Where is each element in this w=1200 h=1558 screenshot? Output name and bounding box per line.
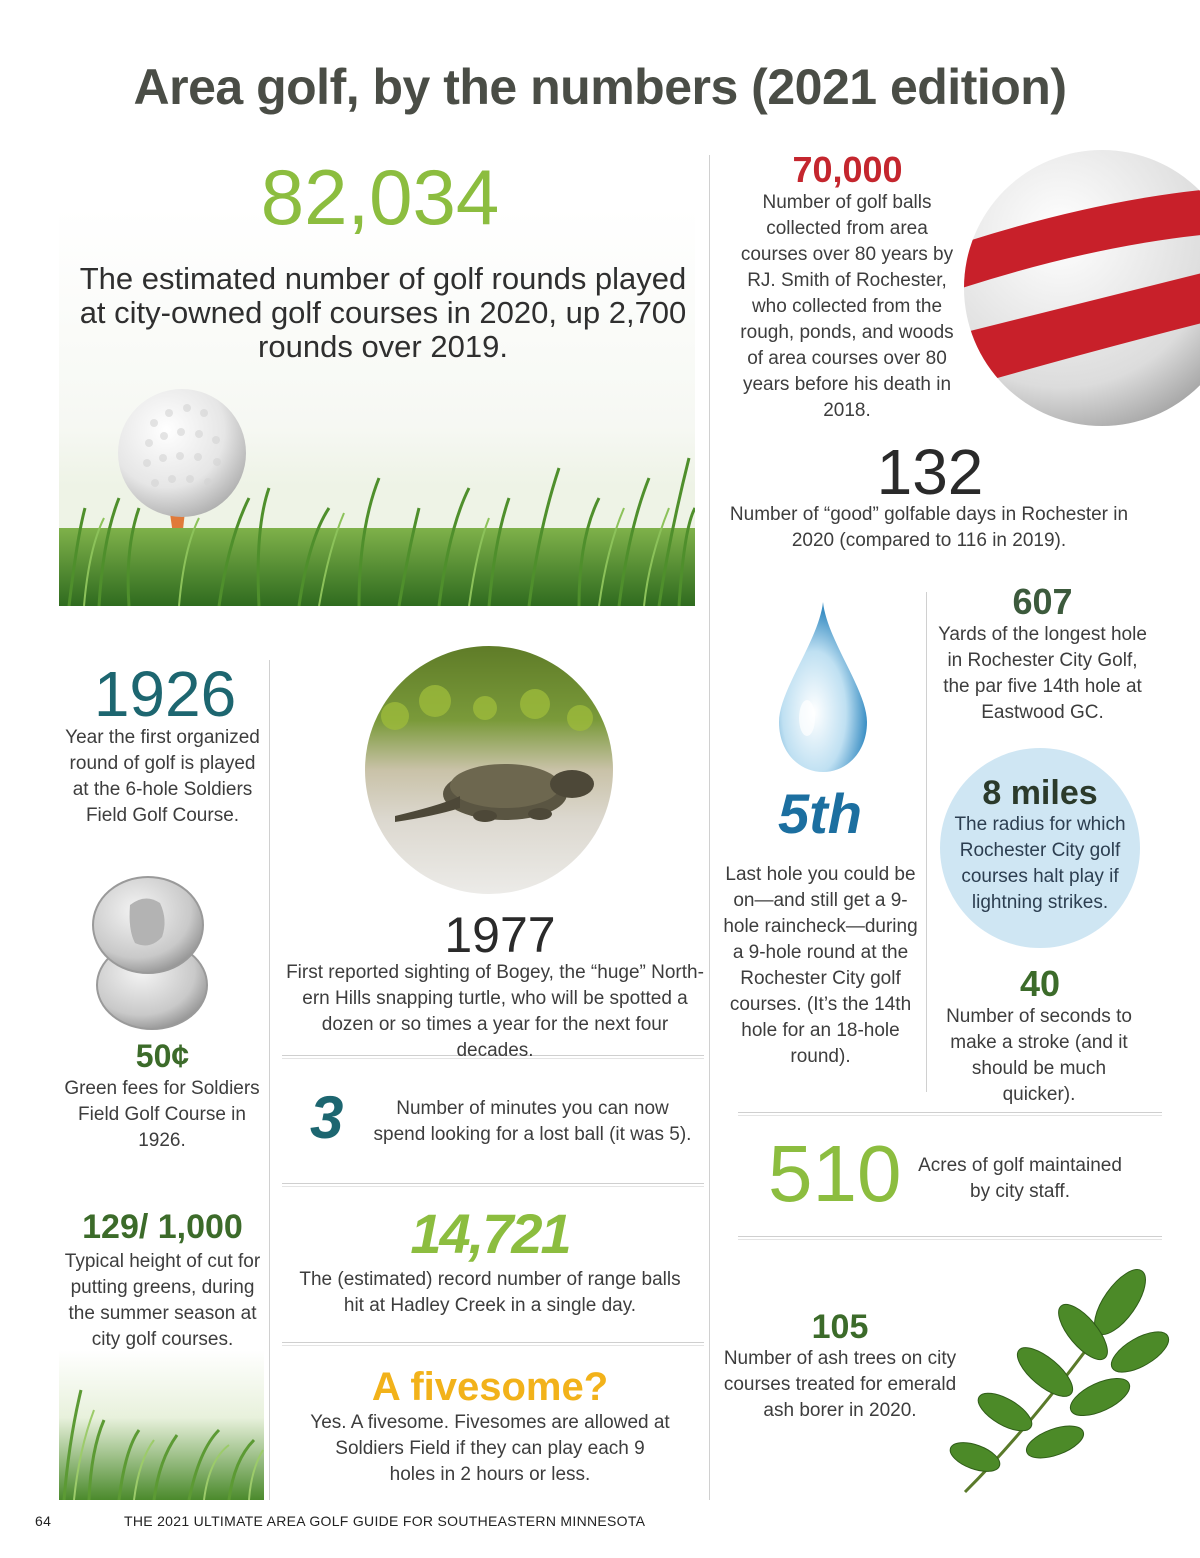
good-days-description: Number of “good” golfable days in Rochester in 2020 (compared to 116 in 2019).: [729, 504, 1129, 551]
green-fees-description: Green fees for Soldiers Field Golf Course in 1926.: [64, 1078, 260, 1151]
ash-trees-value: 105: [811, 1308, 869, 1346]
longest-hole-value: 607: [1012, 581, 1073, 622]
ash-trees-description: Number of ash trees on city courses treated for emerald ash borer in 2020.: [723, 1348, 957, 1421]
golf-balls-value: 70,000: [792, 149, 903, 190]
fivesome-value: A fivesome?: [371, 1365, 609, 1409]
lost-ball-description: Number of minutes you can now spend looking for a lost ball (it was 5).: [373, 1098, 692, 1145]
striped-golf-ball-image: [962, 148, 1200, 426]
acres-value: 510: [768, 1129, 902, 1218]
grass-photo: [59, 1350, 264, 1500]
acres-description: Acres of golf maintained by city staff.: [918, 1155, 1122, 1202]
column-divider: [269, 660, 270, 1500]
publication-footer: THE 2021 ULTIMATE AREA GOLF GUIDE FOR SOUTHEASTERN MINNESOTA: [124, 1513, 646, 1529]
rounds-value: 82,034: [260, 153, 500, 241]
stroke-value: 40: [1019, 963, 1061, 1004]
lightning-description: The radius for which Rochester City golf courses halt play if lightning strikes.: [954, 814, 1126, 913]
cut-height-description: Typical height of cut for putting greens, during the summer season at city golf courses.: [64, 1251, 261, 1350]
water-drop-image: [775, 600, 870, 775]
first-round-description: Year the first organized round of golf is played at the 6-hole Soldiers Field Golf Course.: [65, 727, 260, 826]
lost-ball-value: 3: [310, 1084, 344, 1151]
section-divider: [282, 1342, 704, 1346]
page-title: Area golf, by the numbers (2021 edition): [133, 59, 1067, 115]
range-balls-description: The (estimated) record number of range balls hit at Hadley Creek in a single day.: [299, 1269, 681, 1316]
raincheck-description: Last hole you could be on—and still get a 9-hole raincheck—during a 9-hole round at the Rochester City golf courses. (It’s the 14th hole for an 18-hole round).: [723, 864, 918, 1067]
green-fees-value: 50¢: [135, 1038, 190, 1074]
first-round-value: 1926: [93, 658, 237, 730]
bogey-value: 1977: [444, 907, 556, 963]
section-divider: [738, 1236, 1162, 1240]
longest-hole-description: Yards of the longest hole in Rochester City Golf, the par five 14th hole at Eastwood GC.: [938, 624, 1147, 723]
snapping-turtle-photo: [365, 646, 613, 894]
raincheck-value: 5th: [778, 782, 862, 845]
ash-leaf-image: [935, 1262, 1185, 1502]
cut-height-value: 129/ 1,000: [82, 1208, 243, 1246]
stroke-description: Number of seconds to make a stroke (and it should be much quicker).: [946, 1006, 1132, 1105]
page-number: 64: [35, 1513, 52, 1529]
column-divider: [926, 592, 927, 1092]
fivesome-description: Yes. A fivesome. Fivesomes are allowed at Soldiers Field if they can play each 9 holes in 2 hours or less.: [310, 1412, 670, 1485]
quarters-image: [90, 875, 220, 1030]
section-divider: [282, 1183, 704, 1187]
bogey-description: First reported sighting of Bogey, the “huge” Northern Hills snapping turtle, who will be spotted a dozen or so times a year for the next four decades.: [286, 962, 704, 1061]
good-days-value: 132: [876, 436, 984, 508]
lightning-value: 8 miles: [982, 774, 1098, 812]
column-divider: [709, 155, 710, 1500]
rounds-description: The estimated number of golf rounds played at city-owned golf courses in 2020, up 2,700 rounds over 2019.: [79, 261, 687, 364]
golf-balls-description: Number of golf balls collected from area courses over 80 years by RJ. Smith of Rochester, who collected from the rough, ponds, and woods of area courses over 80 years before his death in 2018.: [740, 192, 954, 421]
section-divider: [738, 1112, 1162, 1116]
range-balls-value: 14,721: [410, 1202, 570, 1265]
